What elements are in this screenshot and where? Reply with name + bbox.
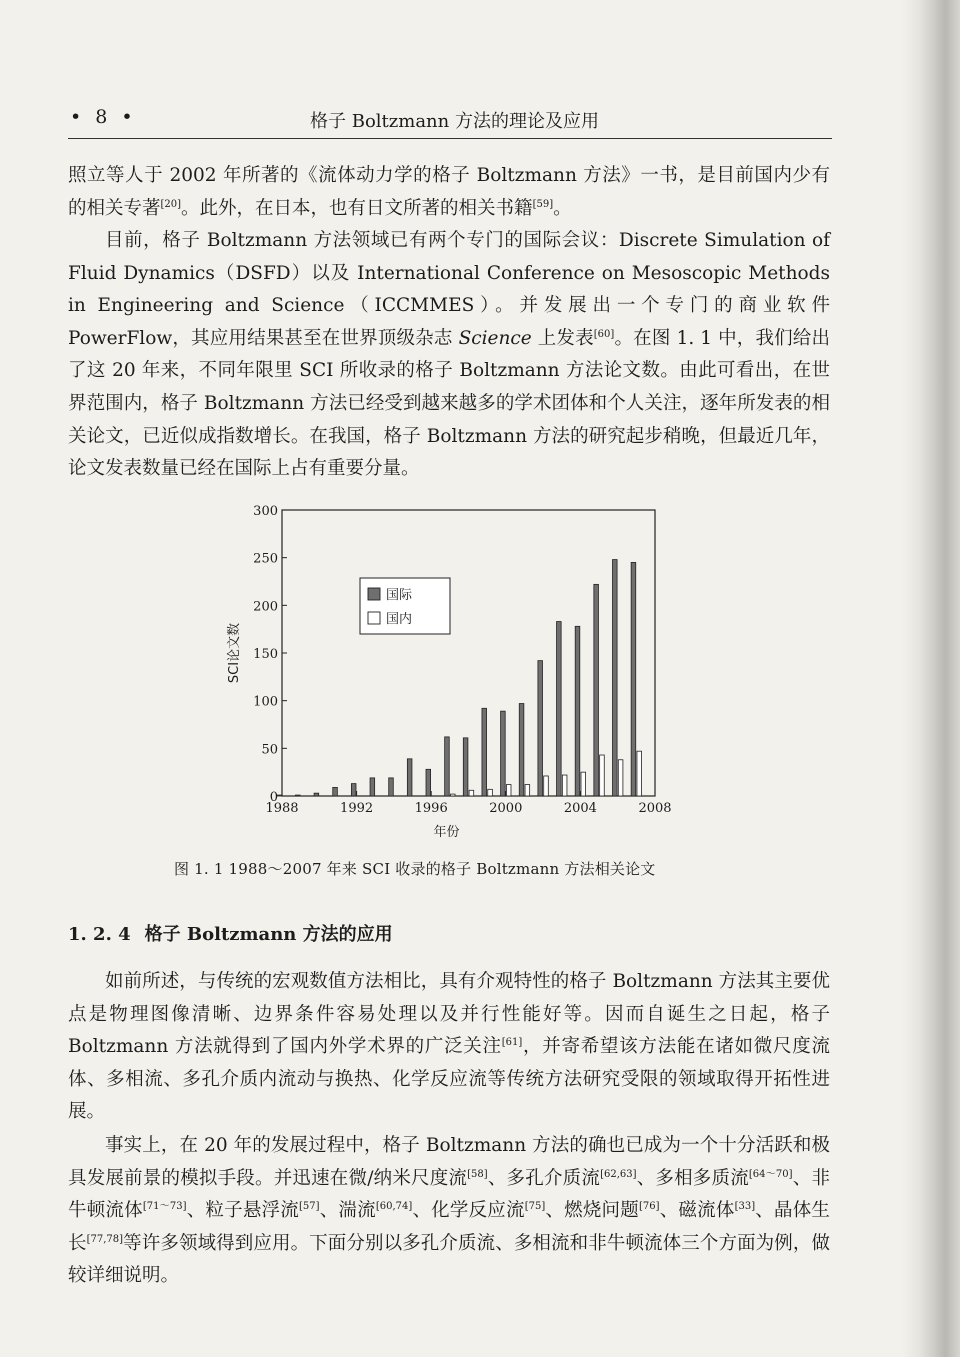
citation: [61] [501,1037,523,1049]
citation: [20] [160,198,182,210]
x-tick-label: 1996 [414,801,448,816]
paragraph-text: 、多相多质流 [636,1167,749,1189]
bar-domestic [581,772,586,796]
paragraph-1 [68,160,830,225]
paper-count-bar-chart [200,496,690,846]
paragraph-text: 照立等人于 2002 年所著的《流体动力学的格子 Boltzmann 方法》一书，是目前国内少有的相关专著 [68,165,830,219]
x-tick-label: 2004 [563,801,597,816]
bar-international [314,793,319,796]
legend-label: 国际 [386,588,413,603]
y-tick-label: 200 [253,599,278,615]
citation: [77,78] [86,1233,124,1245]
bar-international [575,626,580,796]
bar-international [501,711,506,796]
paragraph-text: 目前，格子 Boltzmann 方法领域已有两个专门的国际会议：Discrete Simulation of Fluid Dynamics（DSFD）以及 International Conference on Mesoscopic Methods in Engineering and Science（ICCMMES）。并发展出一个专门的商业软件 PowerFlow，其应用结果甚至在世界顶级杂志 [68,230,830,349]
header-rule [68,138,832,139]
paragraph-text: 、粒子悬浮流 [186,1200,299,1222]
bar-international [389,778,394,796]
plot-frame [282,510,655,796]
paragraph-text: 、非牛顿流体 [68,1167,830,1222]
bar-domestic [525,785,530,796]
x-tick-label: 2008 [638,801,672,816]
y-tick-label: 150 [253,647,278,662]
y-tick-label: 250 [253,551,278,567]
paragraph-3 [68,966,830,1129]
bar-international [463,738,468,796]
bar-international [295,795,300,796]
paragraph-text: 、磁流体 [659,1200,735,1222]
citation: [33] [734,1201,756,1213]
paragraph-2 [68,225,830,486]
bar-international [482,708,487,796]
citation: [59] [532,198,554,210]
x-tick-label: 1988 [265,801,299,816]
x-tick-label: 1992 [340,801,374,816]
bar-international [370,778,375,796]
bar-international [538,661,543,796]
x-tick-label: 2000 [489,801,523,816]
paragraph-text: 、化学反应流 [412,1200,525,1222]
citation: [62,63] [600,1168,637,1180]
y-tick-label: 0 [269,790,278,805]
bar-international [557,622,562,796]
bar-domestic [469,790,474,796]
citation: [64～70] [748,1168,793,1180]
citation: [71～73] [142,1201,187,1213]
y-tick-label: 50 [261,742,278,758]
paragraph-text: 事实上，在 20 年的发展过程中，格子 Boltzmann 方法的确也已成为一个十分活跃和极具发展前景的模拟手段。并迅速在微/纳米尺度流 [68,1135,830,1189]
bar-domestic [562,775,567,796]
bar-domestic [618,760,623,796]
legend-label: 国内 [386,612,413,627]
journal-name: Science [458,327,532,349]
paragraph-text: 等许多领域得到应用。下面分别以多孔介质流、多相流和非牛顿流体三个方面为例，做较详细说明。 [68,1232,830,1287]
paragraph-text: 、多孔介质流 [487,1167,601,1189]
page-number: • 8 • [70,106,137,128]
paragraph-text: 。在图 1. 1 中，我们给出了这 20 年来，不同年限里 SCI 所收录的格子 Boltzmann 方法论文数。由此可看出，在世界范围内，格子 Boltzmann 方法已经受到越来越多的学术团体和个人关注，逐年所发表的相关论文，已近似成指数增长。在我国，格子 Boltzmann 方法的研究起步稍晚，但最近几年，论文发表数量已经在国际上占有重要分量。 [68,327,830,480]
bar-international [351,784,356,796]
section-title: 格子 Boltzmann 方法的应用 [144,924,393,945]
citation: [58] [467,1168,488,1180]
bar-domestic [544,776,549,796]
section-number: 1. 2. 4 [68,924,131,945]
bar-domestic [506,785,511,796]
paragraph-text: 、晶体生长 [68,1200,830,1254]
bar-international [277,795,282,796]
bar-international [594,584,599,796]
legend-swatch [368,612,380,624]
legend-swatch [368,588,380,600]
bar-international [445,737,450,796]
bar-international [407,759,412,796]
bar-international [519,704,524,796]
paragraph-text: 。此外，在日本，也有日文所著的相关书籍 [181,197,533,219]
bar-international [333,787,338,796]
citation: [76] [638,1201,660,1213]
y-tick-label: 100 [253,694,278,710]
book-title: 格子 Boltzmann 方法的理论及应用 [310,111,599,132]
bar-international [631,562,636,796]
book-binding-shadow [902,0,960,1357]
citation: [75] [524,1201,546,1213]
running-head [70,104,830,138]
y-tick-label: 300 [253,504,278,519]
bar-domestic [637,751,642,796]
citation: [57] [298,1201,320,1213]
bar-domestic [488,789,493,796]
paragraph-text: 上发表 [531,327,594,349]
bar-domestic [450,794,455,796]
paragraph-text: ，并寄希望该方法能在诸如微尺度流体、多相流、多孔介质内流动与换热、化学反应流等传统方法研究受限的领域取得开拓性进展。 [68,1036,830,1123]
figure-caption: 图 1. 1 1988～2007 年来 SCI 收录的格子 Boltzmann 方法相关论文 [174,860,656,878]
y-axis-label: SCI论文数 [227,622,242,684]
paragraph-text: 。 [553,197,572,219]
paragraph-text: 、燃烧问题 [545,1200,639,1222]
paragraph-4 [68,1130,830,1293]
citation: [60,74] [375,1201,413,1213]
paragraph-text: 、湍流 [319,1200,376,1222]
bar-international [613,560,618,796]
x-axis-label: 年份 [433,825,460,840]
section-heading [68,920,393,946]
paragraph-text: 如前所述，与传统的宏观数值方法相比，具有介观特性的格子 Boltzmann 方法其主要优点是物理图像清晰、边界条件容易处理以及并行性能好等。因而自诞生之日起，格子 Boltzmann 方法就得到了国内外学术界的广泛关注 [68,971,830,1058]
bar-domestic [600,755,605,796]
bar-international [426,769,431,796]
citation: [60] [593,328,615,340]
